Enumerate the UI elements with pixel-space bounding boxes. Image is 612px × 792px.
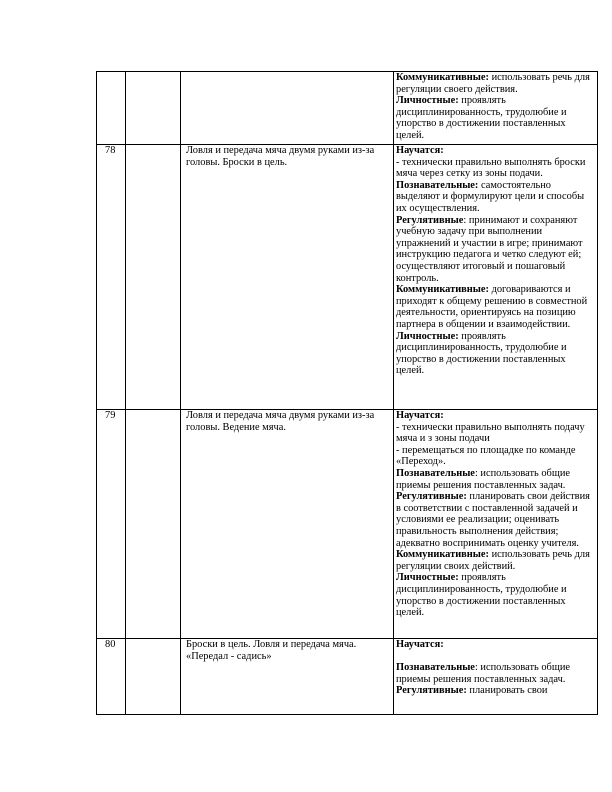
outcome-label: Регулятивные — [396, 214, 464, 226]
lesson-plan-table — [96, 71, 598, 715]
outcome-paragraph — [396, 95, 595, 141]
outcome-text: : принимают и сохраняют учебную задачу при выполнении упражнений и участии в игре; принимают инструкцию педагога и четко следуют ей; осуществляют итоговый и пошаговый контроль. — [396, 214, 583, 284]
outcome-label: Научатся: — [396, 639, 444, 650]
outcome-paragraph — [396, 639, 595, 651]
learning-outcomes — [394, 145, 598, 410]
outcome-paragraph — [396, 685, 595, 697]
outcome-text: проявлять дисциплинированность, трудолюбие и упорство в достижении поставленных целей. — [396, 330, 567, 377]
outcome-label: Познавательные — [396, 467, 475, 479]
outcome-label: Личностные: — [396, 572, 459, 584]
outcome-paragraph — [396, 215, 595, 285]
outcome-label: Коммуникативные: — [396, 549, 489, 561]
outcome-text: договариваются и приходят к общему решению в совместной деятельности, ориентируясь на позицию партнера в общении и взаимодействии. — [396, 284, 588, 330]
table-row — [97, 410, 598, 639]
outcome-label: Регулятивные: — [396, 685, 467, 697]
outcome-text: самостоятельно выделяют и формулируют цели и способы их осуществления. — [396, 179, 585, 214]
lesson-topic: Ловля и передача мяча двумя руками из-за головы. Ведение мяча. — [181, 410, 394, 639]
outcome-label: Познавательные: — [396, 179, 479, 191]
outcome-text: планировать свои действия в соответствии с поставленной задачей и условиями ее реализации; оценивать правильность выполнения действия; адекватно воспринимать оценку учителя. — [396, 491, 590, 549]
outcome-paragraph — [396, 284, 595, 330]
outcome-paragraph — [396, 72, 595, 95]
date-cell — [126, 72, 181, 145]
outcome-label: Личностные: — [396, 95, 459, 107]
learning-outcomes — [394, 639, 598, 715]
learning-outcomes — [394, 72, 598, 145]
outcome-paragraph — [396, 445, 595, 468]
lesson-number — [97, 72, 126, 145]
lesson-topic — [181, 72, 394, 145]
outcome-label: Регулятивные: — [396, 491, 467, 503]
outcome-paragraph — [396, 468, 595, 491]
learning-outcomes — [394, 410, 598, 639]
date-cell — [126, 639, 181, 715]
lesson-number: 80 — [97, 639, 126, 715]
outcome-paragraph — [396, 157, 595, 180]
outcome-label: Научатся: — [396, 410, 444, 421]
outcome-paragraph — [396, 145, 595, 157]
outcome-text: - технически правильно выполнять броски мяча через сетку из зоны подачи. — [396, 156, 586, 180]
outcome-label: Коммуникативные: — [396, 72, 489, 83]
outcome-paragraph — [396, 572, 595, 618]
lesson-number: 79 — [97, 410, 126, 639]
outcome-label: Познавательные — [396, 662, 475, 674]
outcome-text: - перемещаться по площадке по команде «Переход». — [396, 444, 576, 468]
outcome-label: Личностные: — [396, 330, 459, 342]
outcome-text: использовать речь для регуляции своего действия. — [396, 72, 590, 95]
outcome-text: проявлять дисциплинированность, трудолюбие и упорство в достижении поставленных целей. — [396, 95, 567, 141]
lesson-topic: Ловля и передача мяча двумя руками из-за головы. Броски в цель. — [181, 145, 394, 410]
outcome-paragraph — [396, 662, 595, 685]
table-row — [97, 639, 598, 715]
table-row — [97, 145, 598, 410]
outcome-paragraph — [396, 180, 595, 215]
lesson-number: 78 — [97, 145, 126, 410]
outcome-paragraph — [396, 651, 595, 663]
outcome-paragraph — [396, 491, 595, 549]
outcome-label: Научатся: — [396, 145, 444, 156]
outcome-text: использовать речь для регуляции своих действий. — [396, 549, 590, 572]
outcome-paragraph — [396, 331, 595, 377]
outcome-paragraph — [396, 410, 595, 422]
outcome-label: Коммуникативные: — [396, 284, 489, 296]
outcome-paragraph — [396, 549, 595, 572]
outcome-text: - технически правильно выполнять подачу мяча и з зоны подачи — [396, 421, 585, 445]
outcome-paragraph — [396, 422, 595, 445]
outcome-text: проявлять дисциплинированность, трудолюбие и упорство в достижении поставленных целей. — [396, 572, 567, 619]
table-row — [97, 72, 598, 145]
lesson-topic: Броски в цель. Ловля и передача мяча. «Передал - садись» — [181, 639, 394, 715]
outcome-text: : использовать общие приемы решения поставленных задач. — [396, 467, 571, 491]
date-cell — [126, 145, 181, 410]
date-cell — [126, 410, 181, 639]
outcome-text: : использовать общие приемы решения поставленных задач. — [396, 662, 571, 685]
outcome-text: планировать свои — [466, 685, 548, 697]
